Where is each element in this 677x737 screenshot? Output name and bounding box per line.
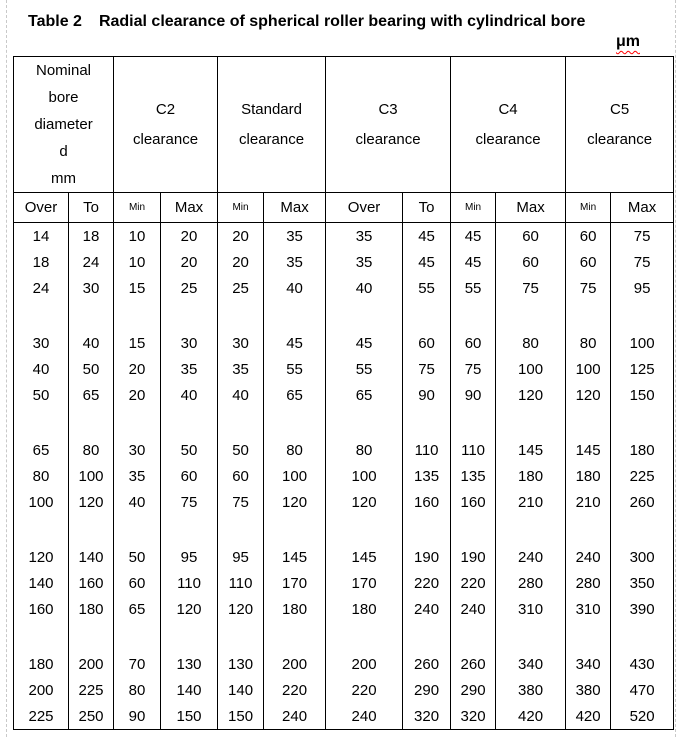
spacer-cell xyxy=(326,408,403,437)
table-cell: 260 xyxy=(451,651,496,677)
table-cell: 35 xyxy=(326,249,403,275)
spacer-cell xyxy=(114,515,161,544)
table-cell: 65 xyxy=(69,382,114,408)
spacer-cell xyxy=(69,622,114,651)
table-cell: 130 xyxy=(161,651,218,677)
table-cell: 35 xyxy=(114,463,161,489)
header-c2-clearance xyxy=(114,57,218,193)
table-cell: 25 xyxy=(218,275,264,301)
table-cell: 35 xyxy=(218,356,264,382)
spacer-row xyxy=(14,408,674,437)
table-cell: 280 xyxy=(496,570,566,596)
table-cell: 145 xyxy=(496,437,566,463)
table-cell: 60 xyxy=(218,463,264,489)
table-cell: 240 xyxy=(496,544,566,570)
table-cell: 100 xyxy=(611,330,674,356)
table-cell: 40 xyxy=(326,275,403,301)
spacer-cell xyxy=(451,301,496,330)
table-cell: 110 xyxy=(161,570,218,596)
spacer-cell xyxy=(264,622,326,651)
table-cell: 240 xyxy=(451,596,496,622)
table-cell: 95 xyxy=(611,275,674,301)
table-cell: 55 xyxy=(326,356,403,382)
page-margin-guide-left xyxy=(6,0,7,737)
header-row-sub xyxy=(14,193,674,223)
table-body xyxy=(14,223,674,730)
table-row xyxy=(14,382,674,408)
header-line: C5 xyxy=(609,100,630,118)
table-cell: 390 xyxy=(611,596,674,622)
spacer-cell xyxy=(264,408,326,437)
header-line: clearance xyxy=(475,130,541,148)
table-cell: 180 xyxy=(14,651,69,677)
table-cell: 210 xyxy=(566,489,611,515)
spacer-cell xyxy=(451,622,496,651)
table-cell: 50 xyxy=(114,544,161,570)
table-cell: 310 xyxy=(496,596,566,622)
table-cell: 125 xyxy=(611,356,674,382)
spacer-cell xyxy=(14,301,69,330)
spacer-cell xyxy=(403,622,451,651)
table-cell: 55 xyxy=(264,356,326,382)
table-cell: 380 xyxy=(496,677,566,703)
table-cell: 320 xyxy=(451,703,496,730)
spacer-cell xyxy=(496,515,566,544)
table-cell: 80 xyxy=(566,330,611,356)
table-cell: 65 xyxy=(14,437,69,463)
table-row xyxy=(14,463,674,489)
table-row xyxy=(14,570,674,596)
table-cell: 110 xyxy=(403,437,451,463)
table-cell: 120 xyxy=(218,596,264,622)
subheader-to: To xyxy=(69,193,114,223)
subheader-to: To xyxy=(403,193,451,223)
table-title-text: Radial clearance of spherical roller bearing with cylindrical bore xyxy=(98,13,586,30)
table-cell: 60 xyxy=(451,330,496,356)
spacer-cell xyxy=(451,515,496,544)
table-cell: 50 xyxy=(161,437,218,463)
table-cell: 75 xyxy=(218,489,264,515)
spacer-cell xyxy=(403,408,451,437)
subheader-max: Max xyxy=(496,193,566,223)
table-cell: 140 xyxy=(161,677,218,703)
subheader-max: Max xyxy=(161,193,218,223)
header-line: bore xyxy=(48,89,79,106)
table-cell: 120 xyxy=(264,489,326,515)
spacer-cell xyxy=(566,515,611,544)
table-cell: 80 xyxy=(69,437,114,463)
table-cell: 80 xyxy=(14,463,69,489)
table-cell: 80 xyxy=(114,677,161,703)
table-cell: 45 xyxy=(264,330,326,356)
subheader-min: Min xyxy=(451,193,496,223)
table-cell: 70 xyxy=(114,651,161,677)
spacer-cell xyxy=(326,515,403,544)
header-line: mm xyxy=(51,170,76,187)
table-cell: 310 xyxy=(566,596,611,622)
table-cell: 200 xyxy=(264,651,326,677)
table-cell: 220 xyxy=(403,570,451,596)
table-cell: 470 xyxy=(611,677,674,703)
table-cell: 25 xyxy=(161,275,218,301)
spacer-cell xyxy=(403,301,451,330)
table-cell: 50 xyxy=(218,437,264,463)
table-cell: 200 xyxy=(69,651,114,677)
table-cell: 40 xyxy=(161,382,218,408)
table-row xyxy=(14,356,674,382)
table-cell: 20 xyxy=(114,356,161,382)
table-cell: 260 xyxy=(611,489,674,515)
table-cell: 10 xyxy=(114,249,161,275)
spacer-cell xyxy=(69,301,114,330)
table-row xyxy=(14,437,674,463)
table-cell: 200 xyxy=(326,651,403,677)
table-cell: 170 xyxy=(264,570,326,596)
table-cell: 35 xyxy=(264,249,326,275)
table-cell: 110 xyxy=(218,570,264,596)
subheader-min: Min xyxy=(114,193,161,223)
table-cell: 350 xyxy=(611,570,674,596)
spacer-row xyxy=(14,622,674,651)
table-cell: 120 xyxy=(566,382,611,408)
spacer-cell xyxy=(161,515,218,544)
subheader-over: Over xyxy=(14,193,69,223)
spacer-cell xyxy=(566,301,611,330)
table-cell: 280 xyxy=(566,570,611,596)
table-cell: 320 xyxy=(403,703,451,730)
table-cell: 30 xyxy=(161,330,218,356)
table-cell: 180 xyxy=(326,596,403,622)
table-cell: 20 xyxy=(218,223,264,250)
table-row xyxy=(14,223,674,250)
table-cell: 45 xyxy=(451,249,496,275)
table-cell: 45 xyxy=(403,249,451,275)
table-cell: 60 xyxy=(161,463,218,489)
table-cell: 45 xyxy=(403,223,451,250)
table-cell: 35 xyxy=(161,356,218,382)
table-cell: 140 xyxy=(69,544,114,570)
table-cell: 100 xyxy=(14,489,69,515)
table-cell: 50 xyxy=(69,356,114,382)
spacer-cell xyxy=(451,408,496,437)
table-cell: 75 xyxy=(611,249,674,275)
table-cell: 15 xyxy=(114,330,161,356)
table-cell: 24 xyxy=(69,249,114,275)
table-cell: 20 xyxy=(161,223,218,250)
table-cell: 240 xyxy=(264,703,326,730)
spacer-cell xyxy=(114,408,161,437)
table-cell: 24 xyxy=(14,275,69,301)
table-cell: 180 xyxy=(566,463,611,489)
header-line: clearance xyxy=(587,130,653,148)
table-cell: 30 xyxy=(218,330,264,356)
subheader-min: Min xyxy=(218,193,264,223)
table-cell: 340 xyxy=(496,651,566,677)
table-cell: 420 xyxy=(496,703,566,730)
header-line: clearance xyxy=(239,130,305,148)
table-cell: 180 xyxy=(496,463,566,489)
spacer-cell xyxy=(326,622,403,651)
table-cell: 20 xyxy=(218,249,264,275)
table-cell: 145 xyxy=(326,544,403,570)
header-c4-clearance xyxy=(451,57,566,193)
table-cell: 290 xyxy=(451,677,496,703)
spacer-row xyxy=(14,301,674,330)
clearance-table xyxy=(13,56,674,730)
table-cell: 40 xyxy=(264,275,326,301)
table-cell: 60 xyxy=(496,249,566,275)
table-cell: 60 xyxy=(403,330,451,356)
table-cell: 100 xyxy=(326,463,403,489)
table-cell: 30 xyxy=(14,330,69,356)
table-cell: 50 xyxy=(14,382,69,408)
spacer-row xyxy=(14,515,674,544)
table-cell: 150 xyxy=(218,703,264,730)
table-cell: 10 xyxy=(114,223,161,250)
table-row xyxy=(14,489,674,515)
spacer-cell xyxy=(218,408,264,437)
table-cell: 250 xyxy=(69,703,114,730)
spacer-cell xyxy=(566,408,611,437)
table-cell: 100 xyxy=(69,463,114,489)
unit-label: μm xyxy=(615,33,640,50)
table-cell: 160 xyxy=(451,489,496,515)
spacer-cell xyxy=(161,622,218,651)
spacer-cell xyxy=(14,408,69,437)
spacer-cell xyxy=(264,515,326,544)
table-cell: 65 xyxy=(326,382,403,408)
spacer-cell xyxy=(611,408,674,437)
header-line: Standard xyxy=(241,100,302,118)
table-cell: 20 xyxy=(114,382,161,408)
table-cell: 55 xyxy=(451,275,496,301)
table-cell: 18 xyxy=(69,223,114,250)
table-cell: 35 xyxy=(326,223,403,250)
table-cell: 190 xyxy=(403,544,451,570)
table-cell: 18 xyxy=(14,249,69,275)
table-cell: 40 xyxy=(14,356,69,382)
table-cell: 35 xyxy=(264,223,326,250)
table-cell: 190 xyxy=(451,544,496,570)
header-line: d xyxy=(59,143,68,160)
table-cell: 100 xyxy=(496,356,566,382)
spacer-cell xyxy=(496,408,566,437)
table-row xyxy=(14,249,674,275)
table-row xyxy=(14,596,674,622)
spacer-cell xyxy=(218,515,264,544)
table-cell: 220 xyxy=(326,677,403,703)
spacer-cell xyxy=(566,622,611,651)
table-cell: 120 xyxy=(496,382,566,408)
header-standard-clearance xyxy=(218,57,326,193)
table-cell: 260 xyxy=(403,651,451,677)
table-cell: 240 xyxy=(326,703,403,730)
table-cell: 40 xyxy=(218,382,264,408)
table-cell: 80 xyxy=(264,437,326,463)
table-cell: 60 xyxy=(114,570,161,596)
table-cell: 15 xyxy=(114,275,161,301)
table-cell: 240 xyxy=(566,544,611,570)
table-cell: 65 xyxy=(264,382,326,408)
table-cell: 145 xyxy=(566,437,611,463)
table-row xyxy=(14,330,674,356)
header-line: clearance xyxy=(355,130,421,148)
table-cell: 135 xyxy=(451,463,496,489)
table-cell: 140 xyxy=(14,570,69,596)
table-row xyxy=(14,544,674,570)
spacer-cell xyxy=(496,622,566,651)
table-cell: 210 xyxy=(496,489,566,515)
table-cell: 95 xyxy=(218,544,264,570)
table-cell: 90 xyxy=(403,382,451,408)
table-cell: 40 xyxy=(114,489,161,515)
header-line: C4 xyxy=(498,100,518,118)
table-cell: 40 xyxy=(69,330,114,356)
spacer-cell xyxy=(69,408,114,437)
subheader-min: Min xyxy=(566,193,611,223)
table-cell: 120 xyxy=(161,596,218,622)
subheader-max: Max xyxy=(611,193,674,223)
table-cell: 130 xyxy=(218,651,264,677)
table-cell: 80 xyxy=(496,330,566,356)
table-cell: 60 xyxy=(566,249,611,275)
spacer-cell xyxy=(611,515,674,544)
table-cell: 100 xyxy=(566,356,611,382)
spacer-cell xyxy=(218,301,264,330)
spacer-cell xyxy=(114,301,161,330)
table-cell: 240 xyxy=(403,596,451,622)
table-cell: 60 xyxy=(496,223,566,250)
table-cell: 65 xyxy=(114,596,161,622)
table-title xyxy=(28,13,677,31)
table-cell: 225 xyxy=(611,463,674,489)
table-cell: 220 xyxy=(264,677,326,703)
page-margin-guide-right xyxy=(675,0,676,737)
table-cell: 430 xyxy=(611,651,674,677)
header-row-main xyxy=(14,57,674,193)
table-row xyxy=(14,651,674,677)
table-cell: 140 xyxy=(218,677,264,703)
table-cell: 110 xyxy=(451,437,496,463)
table-cell: 14 xyxy=(14,223,69,250)
spacer-cell xyxy=(611,301,674,330)
table-cell: 160 xyxy=(14,596,69,622)
header-line: C3 xyxy=(378,100,398,118)
header-c3-clearance xyxy=(326,57,451,193)
table-cell: 120 xyxy=(14,544,69,570)
spacer-cell xyxy=(161,301,218,330)
spacer-cell xyxy=(114,622,161,651)
table-cell: 520 xyxy=(611,703,674,730)
table-row xyxy=(14,677,674,703)
table-cell: 90 xyxy=(451,382,496,408)
table-cell: 225 xyxy=(69,677,114,703)
table-cell: 75 xyxy=(496,275,566,301)
table-cell: 75 xyxy=(451,356,496,382)
table-cell: 420 xyxy=(566,703,611,730)
table-cell: 180 xyxy=(69,596,114,622)
subheader-max: Max xyxy=(264,193,326,223)
table-cell: 45 xyxy=(451,223,496,250)
spacer-cell xyxy=(611,622,674,651)
spacer-cell xyxy=(326,301,403,330)
table-cell: 135 xyxy=(403,463,451,489)
table-cell: 30 xyxy=(114,437,161,463)
table-cell: 170 xyxy=(326,570,403,596)
table-cell: 55 xyxy=(403,275,451,301)
spacer-cell xyxy=(161,408,218,437)
header-c5-clearance xyxy=(566,57,674,193)
header-line: clearance xyxy=(133,130,199,148)
spacer-cell xyxy=(14,515,69,544)
table-cell: 225 xyxy=(14,703,69,730)
table-cell: 160 xyxy=(403,489,451,515)
table-cell: 100 xyxy=(264,463,326,489)
table-cell: 120 xyxy=(326,489,403,515)
spacer-cell xyxy=(14,622,69,651)
table-cell: 200 xyxy=(14,677,69,703)
table-row xyxy=(14,703,674,730)
table-cell: 60 xyxy=(566,223,611,250)
spacer-cell xyxy=(264,301,326,330)
table-cell: 145 xyxy=(264,544,326,570)
spacer-cell xyxy=(496,301,566,330)
header-line: C2 xyxy=(155,100,176,118)
table-cell: 20 xyxy=(161,249,218,275)
spacer-cell xyxy=(403,515,451,544)
table-cell: 45 xyxy=(326,330,403,356)
table-cell: 95 xyxy=(161,544,218,570)
table-cell: 220 xyxy=(451,570,496,596)
subheader-over: Over xyxy=(326,193,403,223)
header-line: Nominal xyxy=(35,62,92,79)
spacer-cell xyxy=(218,622,264,651)
table-cell: 340 xyxy=(566,651,611,677)
table-cell: 90 xyxy=(114,703,161,730)
table-cell: 180 xyxy=(611,437,674,463)
table-cell: 150 xyxy=(161,703,218,730)
table-cell: 30 xyxy=(69,275,114,301)
table-cell: 180 xyxy=(264,596,326,622)
table-cell: 300 xyxy=(611,544,674,570)
table-cell: 120 xyxy=(69,489,114,515)
table-cell: 150 xyxy=(611,382,674,408)
table-number: Table 2 xyxy=(28,13,82,30)
table-cell: 75 xyxy=(161,489,218,515)
table-cell: 290 xyxy=(403,677,451,703)
table-cell: 380 xyxy=(566,677,611,703)
table-cell: 160 xyxy=(69,570,114,596)
table-cell: 80 xyxy=(326,437,403,463)
table-cell: 75 xyxy=(566,275,611,301)
table-row xyxy=(14,275,674,301)
spacer-cell xyxy=(69,515,114,544)
table-cell: 75 xyxy=(611,223,674,250)
header-line: diameter xyxy=(34,116,93,133)
table-cell: 75 xyxy=(403,356,451,382)
header-bore-diameter xyxy=(14,57,114,193)
